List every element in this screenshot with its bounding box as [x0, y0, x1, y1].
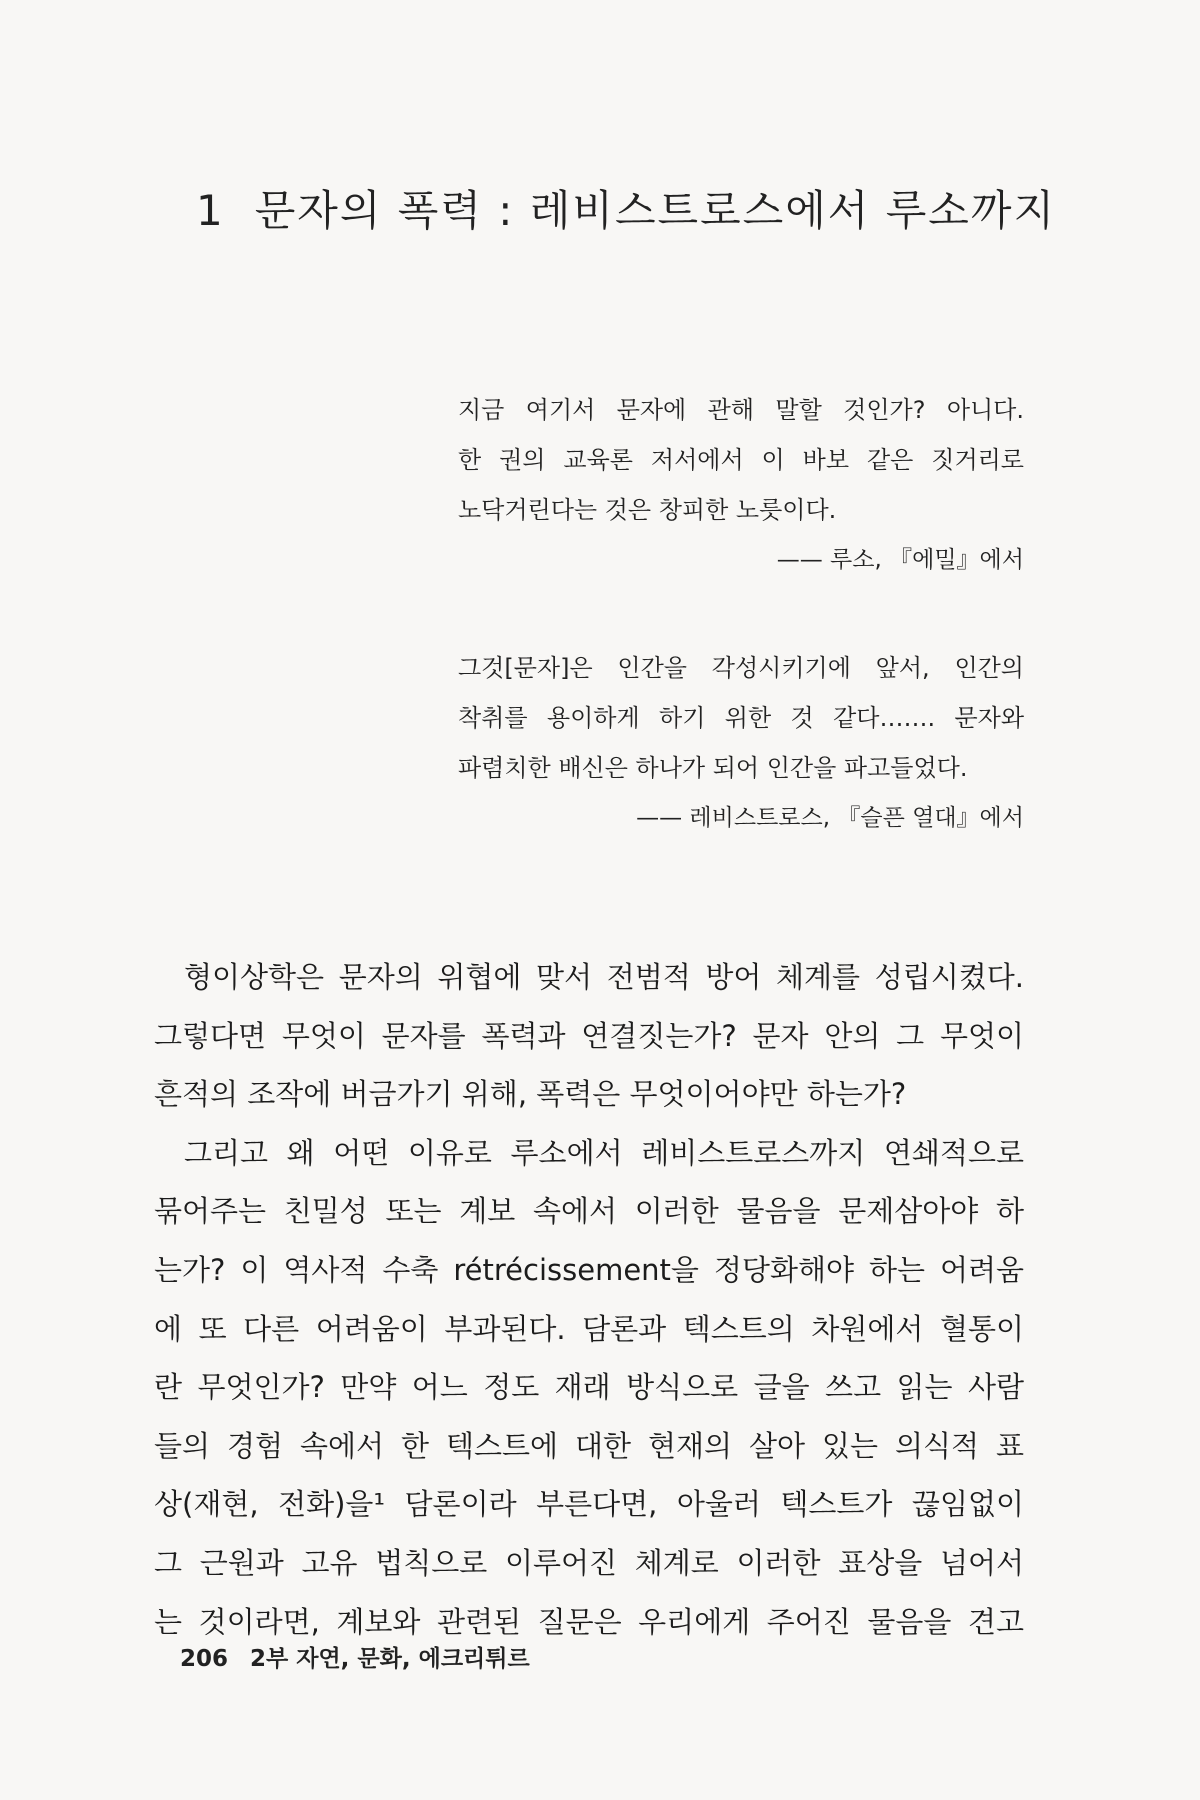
body-line: 들의 경험 속에서 한 텍스트에 대한 현재의 살아 있는 의식적 표 [154, 1428, 1024, 1463]
epigraph-line: 한 권의 교육론 저서에서 이 바보 같은 짓거리로 [458, 446, 1024, 474]
page-footer [180, 1640, 530, 1673]
chapter-number: 1 [196, 186, 225, 235]
epigraph-line: 그것[문자]은 인간을 각성시키기에 앞서, 인간의 [458, 654, 1024, 682]
body-line: 형이상학은 문자의 위협에 맞서 전범적 방어 체계를 성립시켰다. [184, 960, 1024, 994]
page-number: 206 [180, 1646, 229, 1672]
body-text [154, 948, 1024, 1651]
body-line: 묶어주는 친밀성 또는 계보 속에서 이러한 물음을 문제삼아야 하 [154, 1194, 1024, 1229]
body-line: 그리고 왜 어떤 이유로 루소에서 레비스트로스까지 연쇄적으로 [184, 1135, 1024, 1170]
body-line: 란 무엇인가? 만약 어느 정도 재래 방식으로 글을 쓰고 읽는 사람 [154, 1370, 1024, 1405]
running-header-section: 2부 자연, 문화, 에크리튀르 [250, 1646, 530, 1672]
epigraph-line: 노닥거린다는 것은 창피한 노릇이다. [458, 496, 837, 524]
body-line: 그렇다면 무엇이 문자를 폭력과 연결짓는가? 문자 안의 그 무엇이 [154, 1018, 1024, 1053]
chapter-title [196, 178, 1096, 238]
epigraph-attribution: —— 루소, 『에밀』에서 [776, 547, 1024, 573]
body-line: 상(재현, 전화)을¹ 담론이라 부른다면, 아울러 텍스트가 끊임없이 [154, 1487, 1024, 1522]
body-line: 는 것이라면, 계보와 관련된 질문은 우리에게 주어진 물음을 견고 [154, 1604, 1024, 1639]
body-line: 는가? 이 역사적 수축 rétrécissement을 정당화해야 하는 어려움 [154, 1252, 1024, 1287]
epigraph-attribution: —— 레비스트로스, 『슬픈 열대』에서 [636, 805, 1024, 831]
body-line: 흔적의 조작에 버금가기 위해, 폭력은 무엇이어야만 하는가? [154, 1077, 907, 1112]
epigraph-line: 착취를 용이하게 하기 위한 것 같다……. 문자와 [458, 704, 1024, 732]
epigraph-line: 파렴치한 배신은 하나가 되어 인간을 파고들었다. [458, 754, 968, 782]
epigraph-levi-strauss [458, 643, 1024, 843]
body-line: 그 근원과 고유 법칙으로 이루어진 체계로 이러한 표상을 넘어서 [154, 1545, 1024, 1580]
chapter-title-text: 문자의 폭력 : 레비스트로스에서 루소까지 [254, 186, 1057, 235]
epigraph-rousseau [458, 385, 1024, 585]
epigraph-line: 지금 여기서 문자에 관해 말할 것인가? 아니다. [458, 396, 1024, 424]
body-line: 에 또 다른 어려움이 부과된다. 담론과 텍스트의 차원에서 혈통이 [154, 1311, 1024, 1346]
